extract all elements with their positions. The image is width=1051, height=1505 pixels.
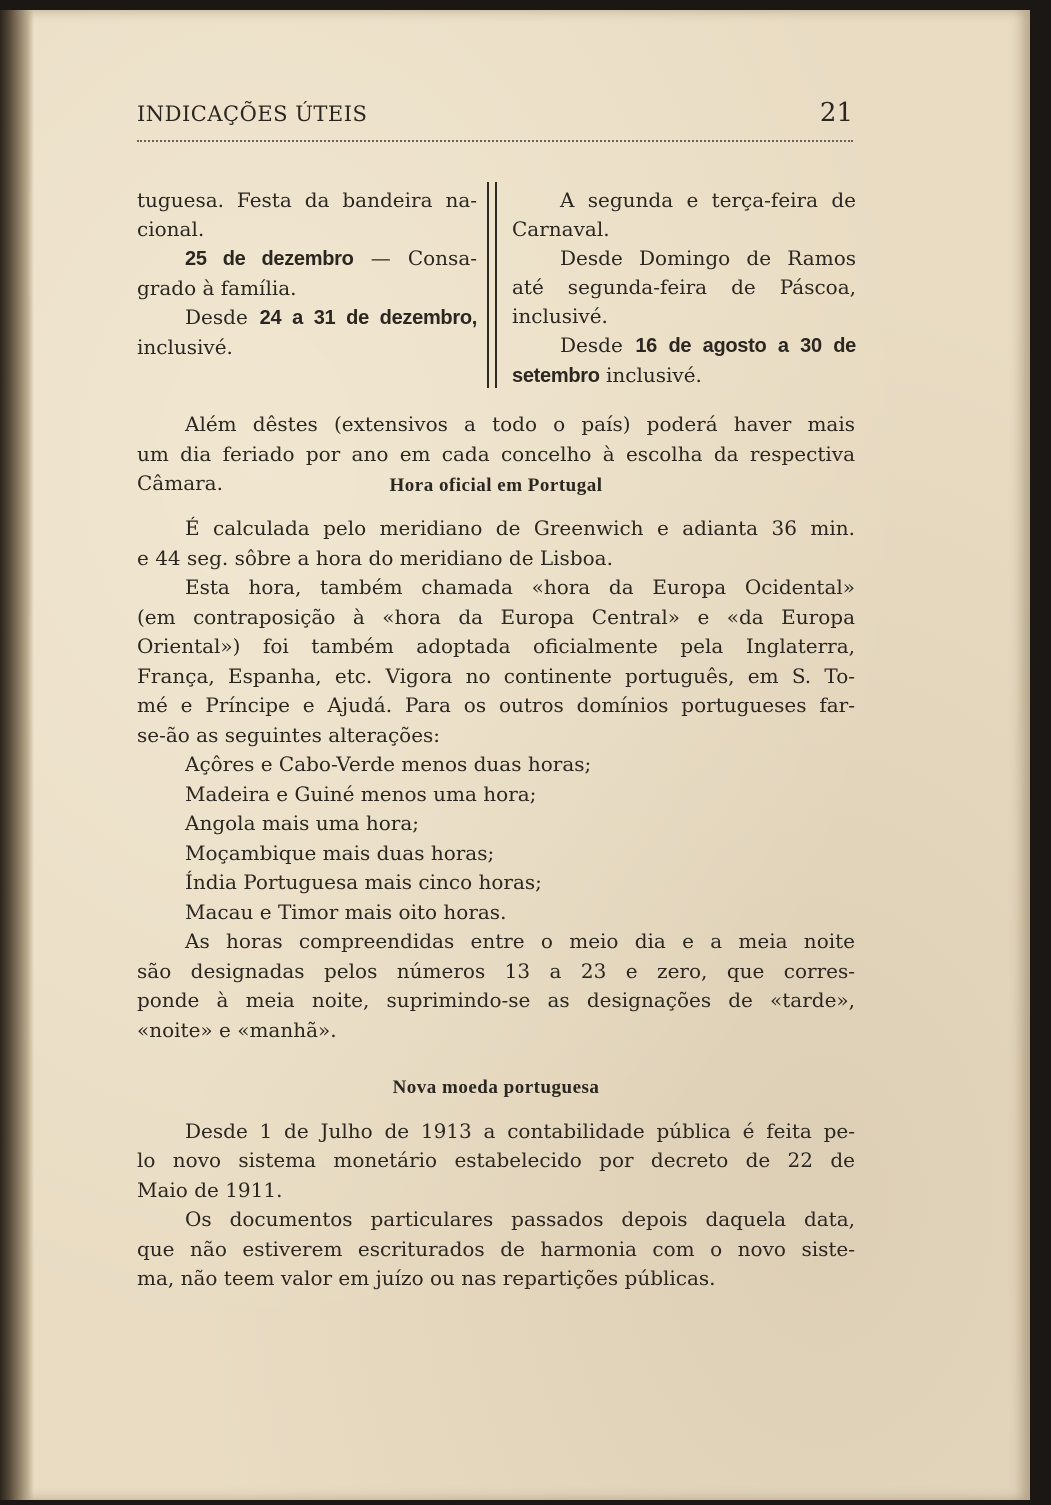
paragraph-line: que não estiverem escriturados de harmonia com o novo siste- bbox=[137, 1236, 855, 1261]
time-offset-item: Macau e Timor mais oito horas. bbox=[185, 899, 507, 924]
paragraph-line: «noite» e «manhã». bbox=[137, 1017, 337, 1042]
paragraph-line: Desde 1 de Julho de 1913 a contabilidade pública é feita pe- bbox=[185, 1118, 855, 1143]
right-column bbox=[512, 186, 856, 391]
book-page bbox=[0, 10, 1030, 1500]
time-offset-item: Madeira e Guiné menos uma hora; bbox=[185, 781, 537, 806]
column-divider bbox=[487, 182, 497, 388]
left-line: tuguesa. Festa da bandeira na- bbox=[137, 188, 477, 212]
holiday-date: 16 de agosto a 30 de bbox=[635, 335, 856, 357]
paragraph-line: É calculada pelo meridiano de Greenwich e adianta 36 min. bbox=[185, 516, 855, 540]
left-column bbox=[137, 186, 477, 362]
paragraph-line: França, Espanha, etc. Vigora no continente português, em S. To- bbox=[137, 663, 855, 688]
paragraph-line: Câmara. bbox=[137, 471, 223, 495]
time-offset-item: Moçambique mais duas horas; bbox=[185, 840, 495, 865]
header-title: INDICAÇÕES ÚTEIS bbox=[137, 102, 368, 126]
paragraph-line: são designadas pelos números 13 a 23 e zero, que corres- bbox=[137, 958, 855, 983]
holiday-date: setembro bbox=[512, 365, 600, 387]
book-gutter bbox=[0, 10, 34, 1500]
paragraph-line: um dia feriado por ano em cada concelho à escolha da respectiva bbox=[137, 441, 855, 466]
holiday-date: 25 de dezembro bbox=[185, 248, 354, 270]
time-offset-item: Angola mais uma hora; bbox=[185, 811, 420, 835]
left-line: 25 de dezembro — Consa- bbox=[185, 246, 478, 270]
time-offset-item: Açôres e Cabo-Verde menos duas horas; bbox=[185, 752, 592, 776]
left-line: inclusivé. bbox=[137, 335, 233, 359]
section-heading-hora-oficial: Hora oficial em Portugal bbox=[389, 474, 603, 496]
paragraph-line: lo novo sistema monetário estabelecido por decreto de 22 de bbox=[137, 1148, 855, 1172]
paragraph-line: Os documentos particulares passados depois daquela data, bbox=[185, 1207, 855, 1231]
paragraph-line: ma, não teem valor em juízo ou nas repartições públicas. bbox=[137, 1266, 716, 1290]
page-number: 21 bbox=[819, 98, 853, 128]
right-line: até segunda-feira de Páscoa, bbox=[512, 275, 856, 299]
right-line: A segunda e terça-feira de bbox=[560, 188, 856, 212]
left-line: cional. bbox=[137, 217, 205, 241]
time-offset-item: Índia Portuguesa mais cinco horas; bbox=[185, 870, 542, 894]
left-line: Desde 24 a 31 de dezembro, bbox=[185, 305, 477, 329]
left-line: grado à família. bbox=[137, 276, 297, 300]
section-heading-nova-moeda: Nova moeda portuguesa bbox=[392, 1077, 600, 1098]
paragraph-line: e 44 seg. sôbre a hora do meridiano de Lisboa. bbox=[137, 545, 613, 570]
paragraph-line: Maio de 1911. bbox=[137, 1177, 283, 1202]
paragraph-line: ponde à meia noite, suprimindo-se as designações de «tarde», bbox=[137, 988, 855, 1012]
paragraph-line: (em contraposição à «hora da Europa Central» e «da Europa bbox=[137, 604, 855, 629]
paragraph-line: Esta hora, também chamada «hora da Europa Ocidental» bbox=[185, 575, 855, 599]
running-header bbox=[137, 100, 853, 142]
paragraph-line: se-ão as seguintes alterações: bbox=[137, 722, 441, 747]
main-text bbox=[137, 410, 855, 1294]
right-line: Carnaval. bbox=[512, 217, 610, 241]
paragraph-line: Além dêstes (extensivos a todo o país) poderá haver mais bbox=[185, 412, 855, 436]
paragraph-line: mé e Príncipe e Ajudá. Para os outros domínios portugueses far- bbox=[137, 693, 855, 717]
right-line: Desde Domingo de Ramos bbox=[560, 246, 856, 270]
right-line: inclusivé. bbox=[512, 304, 608, 328]
right-line: Desde 16 de agosto a 30 de bbox=[560, 333, 856, 357]
paragraph-line: Oriental») foi também adoptada oficialmente pela Inglaterra, bbox=[137, 634, 855, 658]
holiday-date: 24 a 31 de dezembro, bbox=[259, 307, 477, 329]
paragraph-line: As horas compreendidas entre o meio dia e a meia noite bbox=[185, 929, 855, 953]
right-line: setembro inclusivé. bbox=[512, 363, 702, 387]
